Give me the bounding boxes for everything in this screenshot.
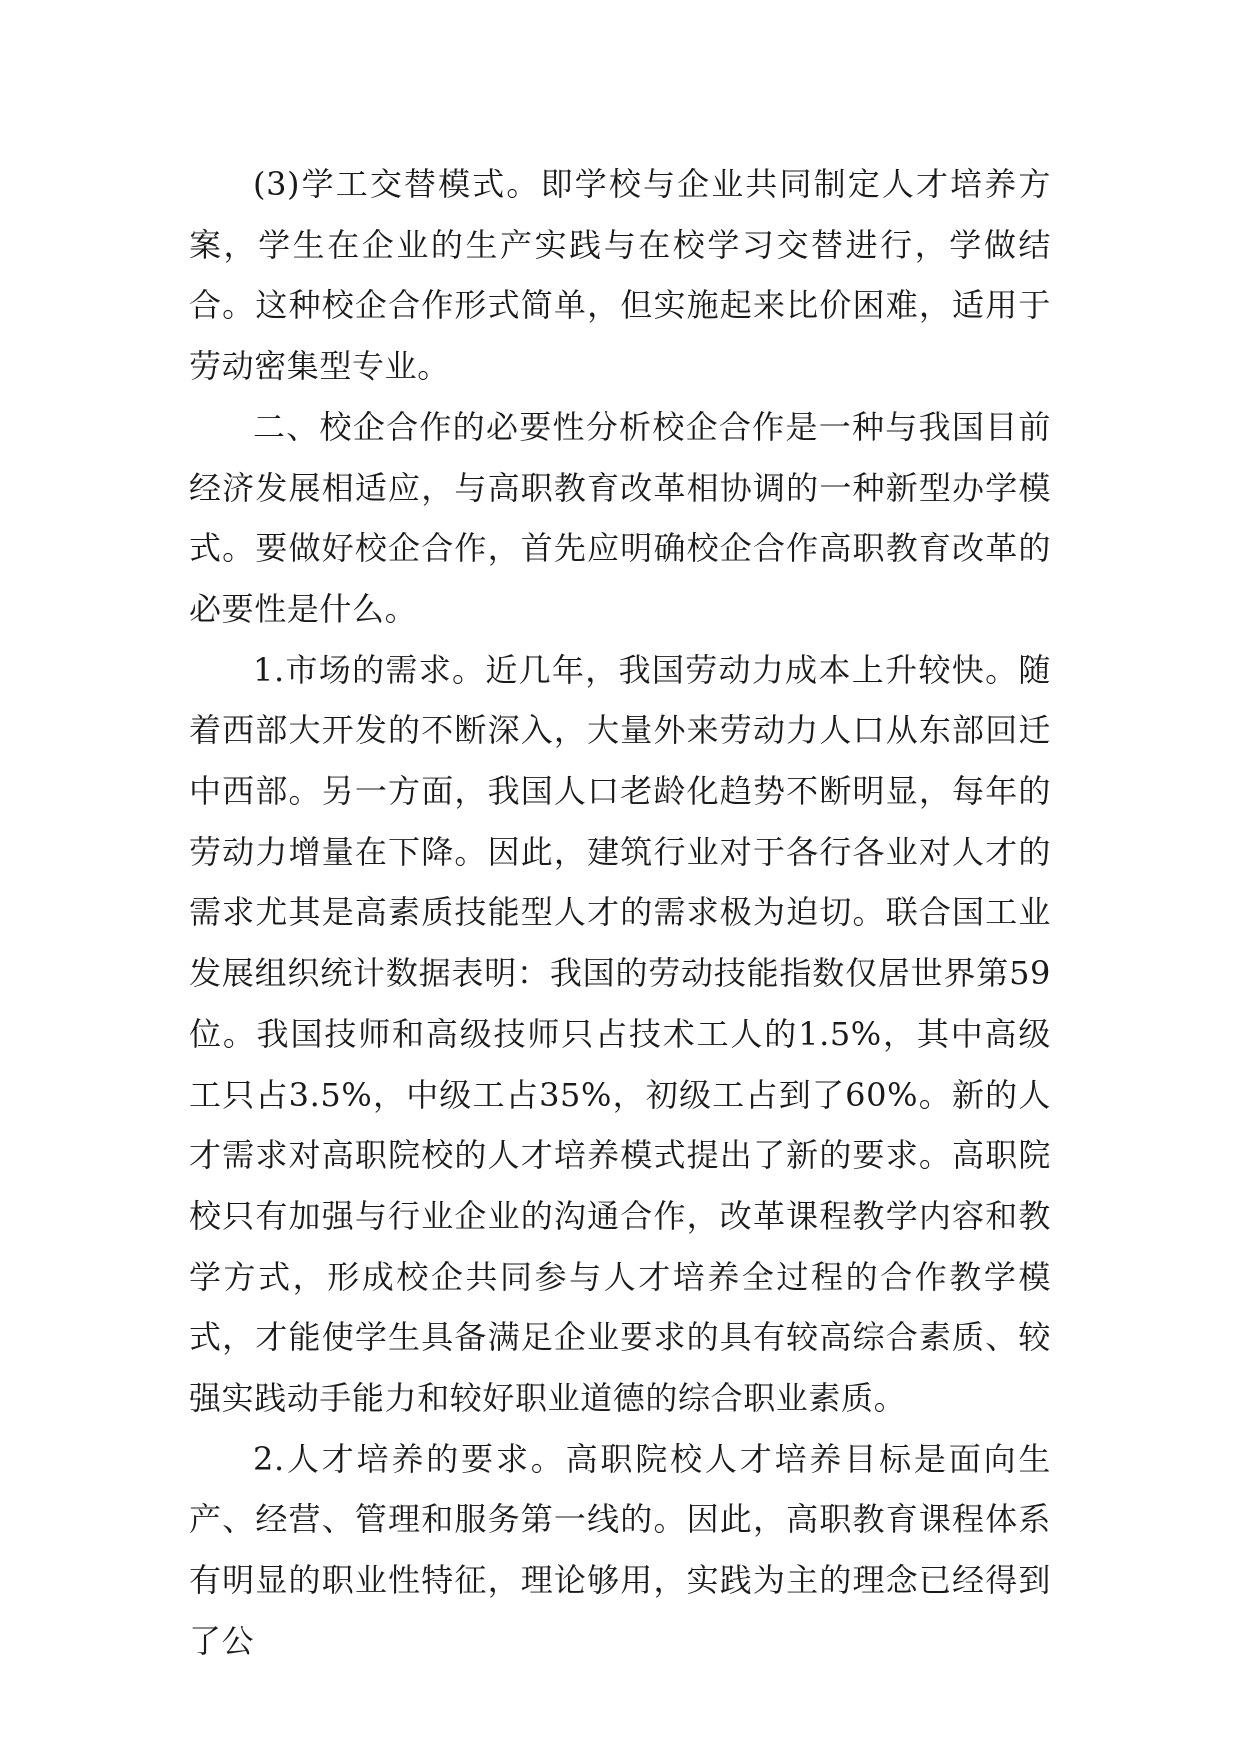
paragraph-market-demand: 1.市场的需求。近几年，我国劳动力成本上升较快。随着西部大开发的不断深入，大量外来劳动力人口从东部回迁中西部。另一方面，我国人口老龄化趋势不断明显，每年的劳动力增量在下降。因此，建筑行业对于各行各业对人才的需求尤其是高素质技能型人才的需求极为迫切。联合国工业发展组织统计数据表明：我国的劳动技能指数仅居世界第59位。我国技师和高级技师只占技术工人的1.5%，其中高级工只占3.5%，中级工占35%，初级工占到了60%。新的人才需求对高职院校的人才培养模式提出了新的要求。高职院校只有加强与行业企业的沟通合作，改革课程教学内容和教学方式，形成校企共同参与人才培养全过程的合作教学模式，才能使学生具备满足企业要求的具有较高综合素质、较强实践动手能力和较好职业道德的综合职业素质。 <box>189 650 1051 1418</box>
document-body <box>189 154 1051 1672</box>
paragraph-talent-training: 2.人才培养的要求。高职院校人才培养目标是面向生产、经营、管理和服务第一线的。因此，高职教育课程体系有明显的职业性特征，理论够用，实践为主的理念已经得到了公 <box>189 1439 1051 1660</box>
paragraph-necessity-analysis: 二、校企合作的必要性分析校企合作是一种与我国目前经济发展相适应，与高职教育改革相协调的一种新型办学模式。要做好校企合作，首先应明确校企合作高职教育改革的必要性是什么。 <box>189 407 1051 628</box>
paragraph-work-study-model: (3)学工交替模式。即学校与企业共同制定人才培养方案，学生在企业的生产实践与在校学习交替进行，学做结合。这种校企合作形式简单，但实施起来比价困难，适用于劳动密集型专业。 <box>189 165 1051 386</box>
